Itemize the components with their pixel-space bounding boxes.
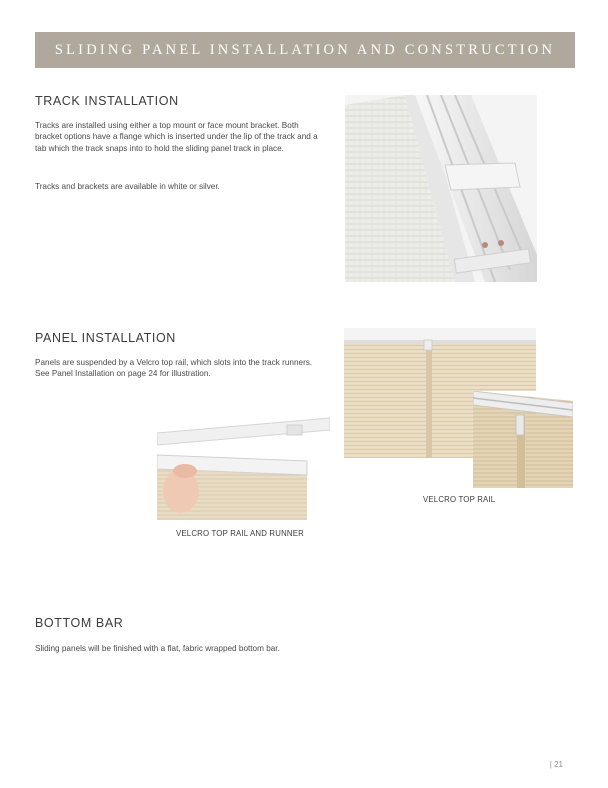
- track-bracket-illustration: [345, 95, 537, 282]
- track-installation-heading: TRACK INSTALLATION: [35, 94, 179, 108]
- velcro-top-rail-detail-illustration: [473, 391, 573, 488]
- caption-rail-and-runner: VELCRO TOP RAIL AND RUNNER: [176, 529, 304, 538]
- track-color-text: Tracks and brackets are available in white or silver.: [35, 182, 220, 191]
- panel-installation-text: Panels are suspended by a Velcro top rail, which slots into the track runners. See Panel Installation on page 24 for illustration.: [35, 358, 313, 379]
- velcro-top-rail-detail-photo: [473, 391, 573, 488]
- bottom-bar-text: Sliding panels will be finished with a flat, fabric wrapped bottom bar.: [35, 644, 280, 653]
- panel-installation-heading: PANEL INSTALLATION: [35, 331, 176, 345]
- velcro-rail-runner-photo: [157, 413, 330, 520]
- velcro-rail-runner-illustration: [157, 413, 330, 520]
- caption-top-rail: VELCRO TOP RAIL: [423, 495, 496, 504]
- page-number: | 21: [549, 760, 563, 769]
- page-title-banner: [35, 32, 575, 68]
- track-installation-text: Tracks are installed using either a top mount or face mount bracket. Both bracket options have a flange which is inserted under the lip of the track and a tab which the track snaps into to hold the sliding panel track in place.: [35, 121, 318, 153]
- bottom-bar-heading: BOTTOM BAR: [35, 616, 124, 630]
- track-bracket-photo: [345, 95, 537, 282]
- page-title: SLIDING PANEL INSTALLATION AND CONSTRUCTION: [54, 41, 556, 58]
